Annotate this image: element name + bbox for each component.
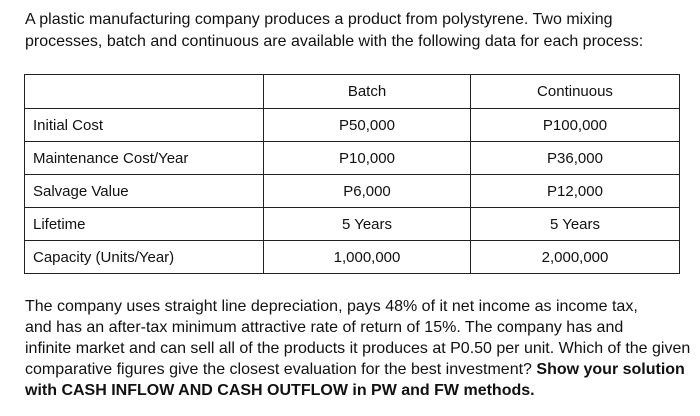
continuous-value: P100,000 — [471, 109, 680, 142]
intro-line-2: processes, batch and continuous are available with the following data for each process: — [25, 33, 644, 50]
batch-value: P6,000 — [264, 175, 471, 208]
outro-line-2: and has an after-tax minimum attractive rate of return of 15%. The company has and — [25, 319, 624, 336]
continuous-value: P36,000 — [471, 142, 680, 175]
instruction-bold-2: with CASH INFLOW AND CASH OUTFLOW in PW and FW methods. — [25, 382, 535, 399]
outro-line-1: The company uses straight line depreciation, pays 48% of it net income as income tax, — [25, 298, 638, 315]
table-row — [25, 208, 680, 241]
continuous-value: 5 Years — [471, 208, 680, 241]
outro-line-4-plain: comparative figures give the closest evaluation for the best investment? — [25, 361, 537, 378]
row-label: Lifetime — [25, 208, 264, 241]
header-empty-cell — [25, 75, 264, 109]
table-row — [25, 175, 680, 208]
problem-paragraph — [25, 296, 695, 401]
continuous-value: P12,000 — [471, 175, 680, 208]
outro-line-3: infinite market and can sell all of the products it produces at P0.50 per unit. Which of the given — [25, 340, 691, 357]
continuous-value: 2,000,000 — [471, 241, 680, 274]
table-row — [25, 109, 680, 142]
header-batch: Batch — [264, 75, 471, 109]
header-continuous: Continuous — [471, 75, 680, 109]
table-header-row — [25, 75, 680, 109]
batch-value: 5 Years — [264, 208, 471, 241]
outro-line-5 — [25, 380, 695, 401]
outro-line-4 — [25, 359, 695, 380]
table-row — [25, 142, 680, 175]
row-label: Capacity (Units/Year) — [25, 241, 264, 274]
instruction-bold-1: Show your solution — [536, 361, 685, 378]
row-label: Maintenance Cost/Year — [25, 142, 264, 175]
row-label: Salvage Value — [25, 175, 264, 208]
intro-line-1: A plastic manufacturing company produces a product from polystyrene. Two mixing — [25, 11, 613, 28]
intro-paragraph — [25, 9, 695, 53]
batch-value: P10,000 — [264, 142, 471, 175]
row-label: Initial Cost — [25, 109, 264, 142]
batch-value: P50,000 — [264, 109, 471, 142]
batch-value: 1,000,000 — [264, 241, 471, 274]
process-data-table — [24, 74, 680, 274]
table-row — [25, 241, 680, 274]
